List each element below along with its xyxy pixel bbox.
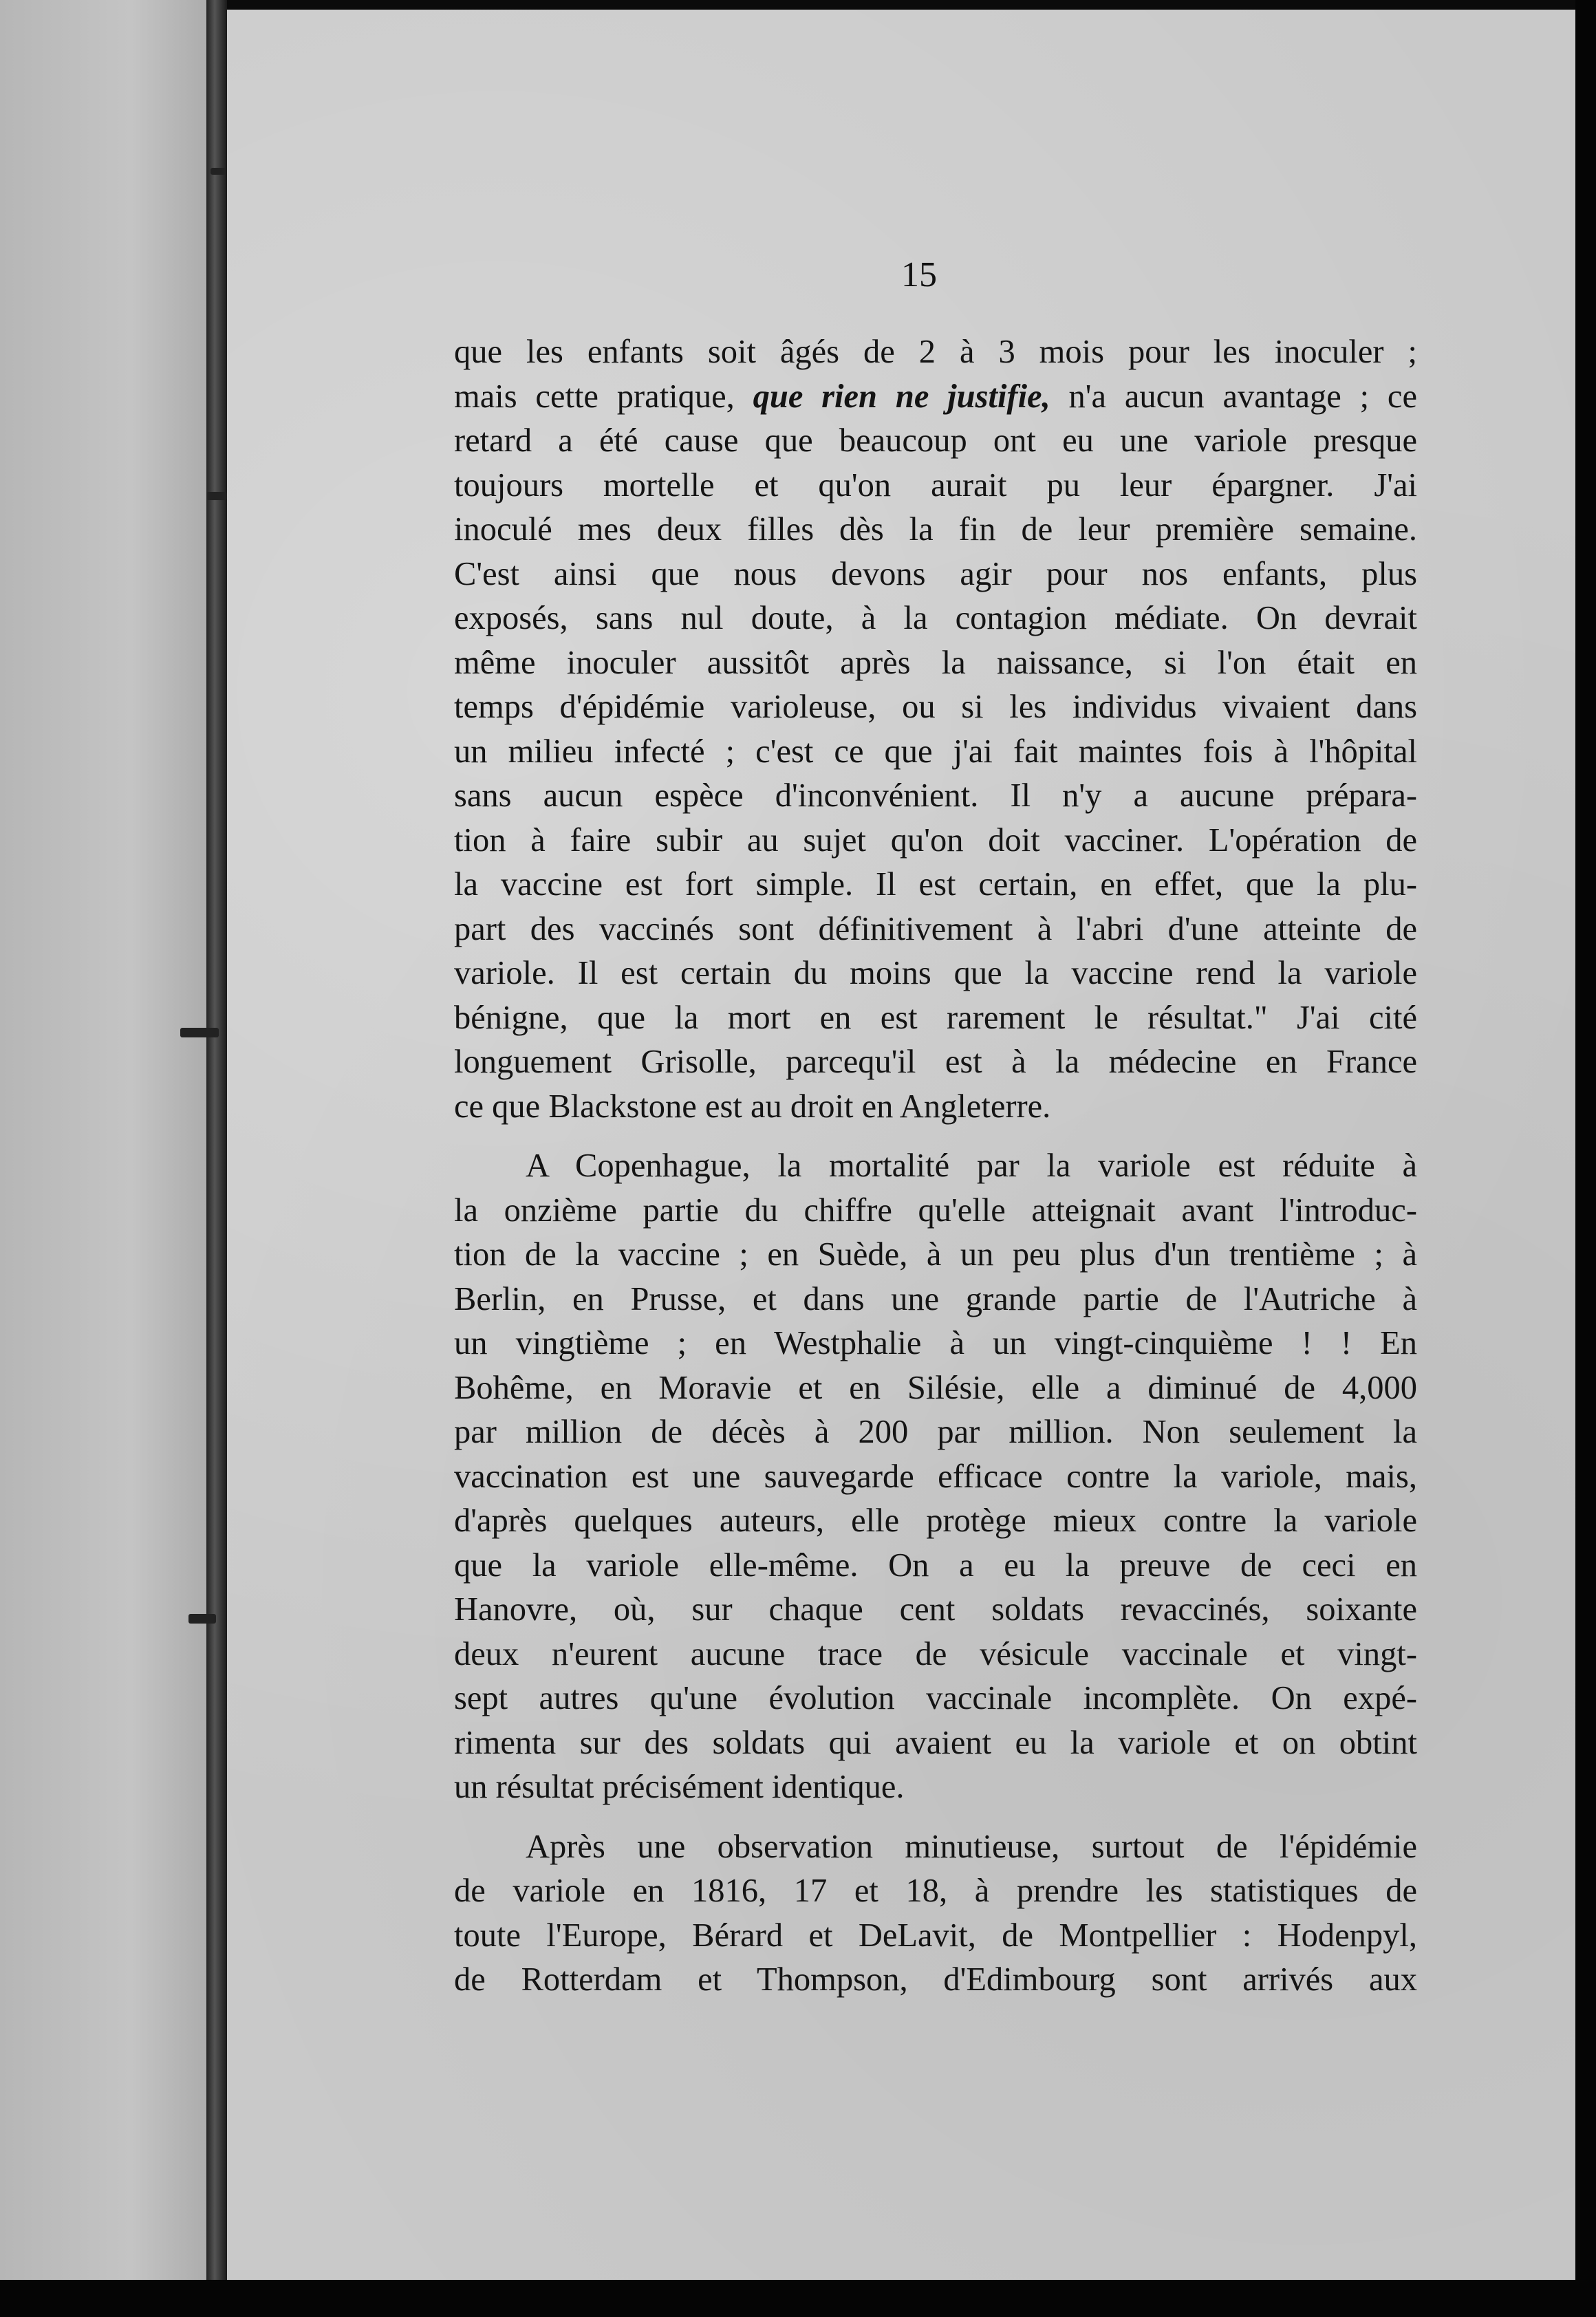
text-line (454, 375, 1417, 420)
text-line: que les enfants soit âgés de 2 à 3 mois pour les inoculer ; (454, 334, 1417, 370)
text-line: tion à faire subir au sujet qu'on doit vacciner. L'opération de (454, 821, 1417, 859)
text-line: un résultat précisément identique. (454, 1769, 905, 1805)
text-run: n'a aucun avantage ; ce (1050, 378, 1417, 415)
text-line: de Rotterdam et Thompson, d'Edimbourg sont arrivés aux (454, 1961, 1417, 1998)
binding-mark (206, 492, 227, 500)
text-line: ce que Blackstone est au droit en Angleterre. (454, 1088, 1051, 1125)
text-line: temps d'épidémie varioleuse, ou si les individus vivaient dans (454, 689, 1417, 725)
text-line: de variole en 1816, 17 et 18, à prendre les statistiques de (454, 1873, 1417, 1909)
text-line: sans aucun espèce d'inconvénient. Il n'y a aucune prépara- (454, 777, 1417, 814)
text-line: par million de décès à 200 par million. Non seulement la (454, 1414, 1417, 1450)
text-line: que la variole elle-même. On a eu la preuve de ceci en (454, 1547, 1417, 1584)
binding-spine (206, 0, 227, 2317)
text-line: exposés, sans nul doute, à la contagion médiate. On devrait (454, 600, 1417, 636)
text-line: deux n'eurent aucune trace de vésicule vaccinale et vingt- (454, 1635, 1417, 1672)
text-line: Hanovre, où, sur chaque cent soldats revaccinés, soixante (454, 1591, 1417, 1628)
text-line: variole. Il est certain du moins que la vaccine rend la variole (454, 955, 1417, 991)
italic-phrase: que rien ne justifie, (753, 378, 1050, 415)
text-line: tion de la vaccine ; en Suède, à un peu plus d'un trentième ; à (454, 1236, 1417, 1273)
binding-mark (211, 168, 226, 175)
left-page-edge (0, 0, 219, 2317)
text-line: Berlin, en Prusse, et dans une grande partie de l'Autriche à (454, 1280, 1417, 1317)
text-line: la onzième partie du chiffre qu'elle atteignait avant l'introduc- (454, 1192, 1417, 1229)
text-line: inoculé mes deux filles dès la fin de leur première semaine. (454, 511, 1417, 548)
text-line: toujours mortelle et qu'on aurait pu leur épargner. J'ai (454, 466, 1417, 504)
body-text (454, 330, 1417, 2003)
text-line: rimenta sur des soldats qui avaient eu la variole et on obtint (454, 1724, 1417, 1761)
text-line: sept autres qu'une évolution vaccinale incomplète. On expé- (454, 1680, 1417, 1716)
paragraph-gap (454, 1810, 1417, 1825)
text-line: vaccination est une sauvegarde efficace contre la variole, mais, (454, 1458, 1417, 1495)
text-line: Bohême, en Moravie et en Silésie, elle a diminué de 4,000 (454, 1369, 1417, 1406)
text-line: la vaccine est fort simple. Il est certain, en effet, que la plu- (454, 866, 1417, 903)
text-line: retard a été cause que beaucoup ont eu une variole presque (454, 422, 1417, 459)
binding-mark (180, 1028, 219, 1037)
text-line: même inoculer aussitôt après la naissance, si l'on était en (454, 644, 1417, 681)
text-line: longuement Grisolle, parcequ'il est à la médecine en France (454, 1044, 1417, 1080)
text-line: part des vaccinés sont définitivement à l'abri d'une atteinte de (454, 910, 1417, 947)
page-number: 15 (901, 255, 937, 294)
right-border (1575, 0, 1596, 2317)
bottom-border (0, 2280, 1596, 2317)
binding-mark (188, 1614, 216, 1624)
text-line: un milieu infecté ; c'est ce que j'ai fait maintes fois à l'hôpital (454, 733, 1417, 770)
paragraph-gap (454, 1129, 1417, 1144)
text-line: C'est ainsi que nous devons agir pour nos enfants, plus (454, 555, 1417, 592)
text-line: A Copenhague, la mortalité par la variole est réduite à (526, 1147, 1417, 1184)
text-line: toute l'Europe, Bérard et DeLavit, de Montpellier : Hodenpyl, (454, 1917, 1417, 1954)
text-line: bénigne, que la mort en est rarement le résultat." J'ai cité (454, 999, 1417, 1036)
text-line: un vingtième ; en Westphalie à un vingt-cinquième ! ! En (454, 1325, 1417, 1361)
text-run: mais cette pratique, (454, 378, 753, 415)
text-line: Après une observation minutieuse, surtout de l'épidémie (526, 1828, 1417, 1865)
text-line: d'après quelques auteurs, elle protège mieux contre la variole (454, 1502, 1417, 1539)
